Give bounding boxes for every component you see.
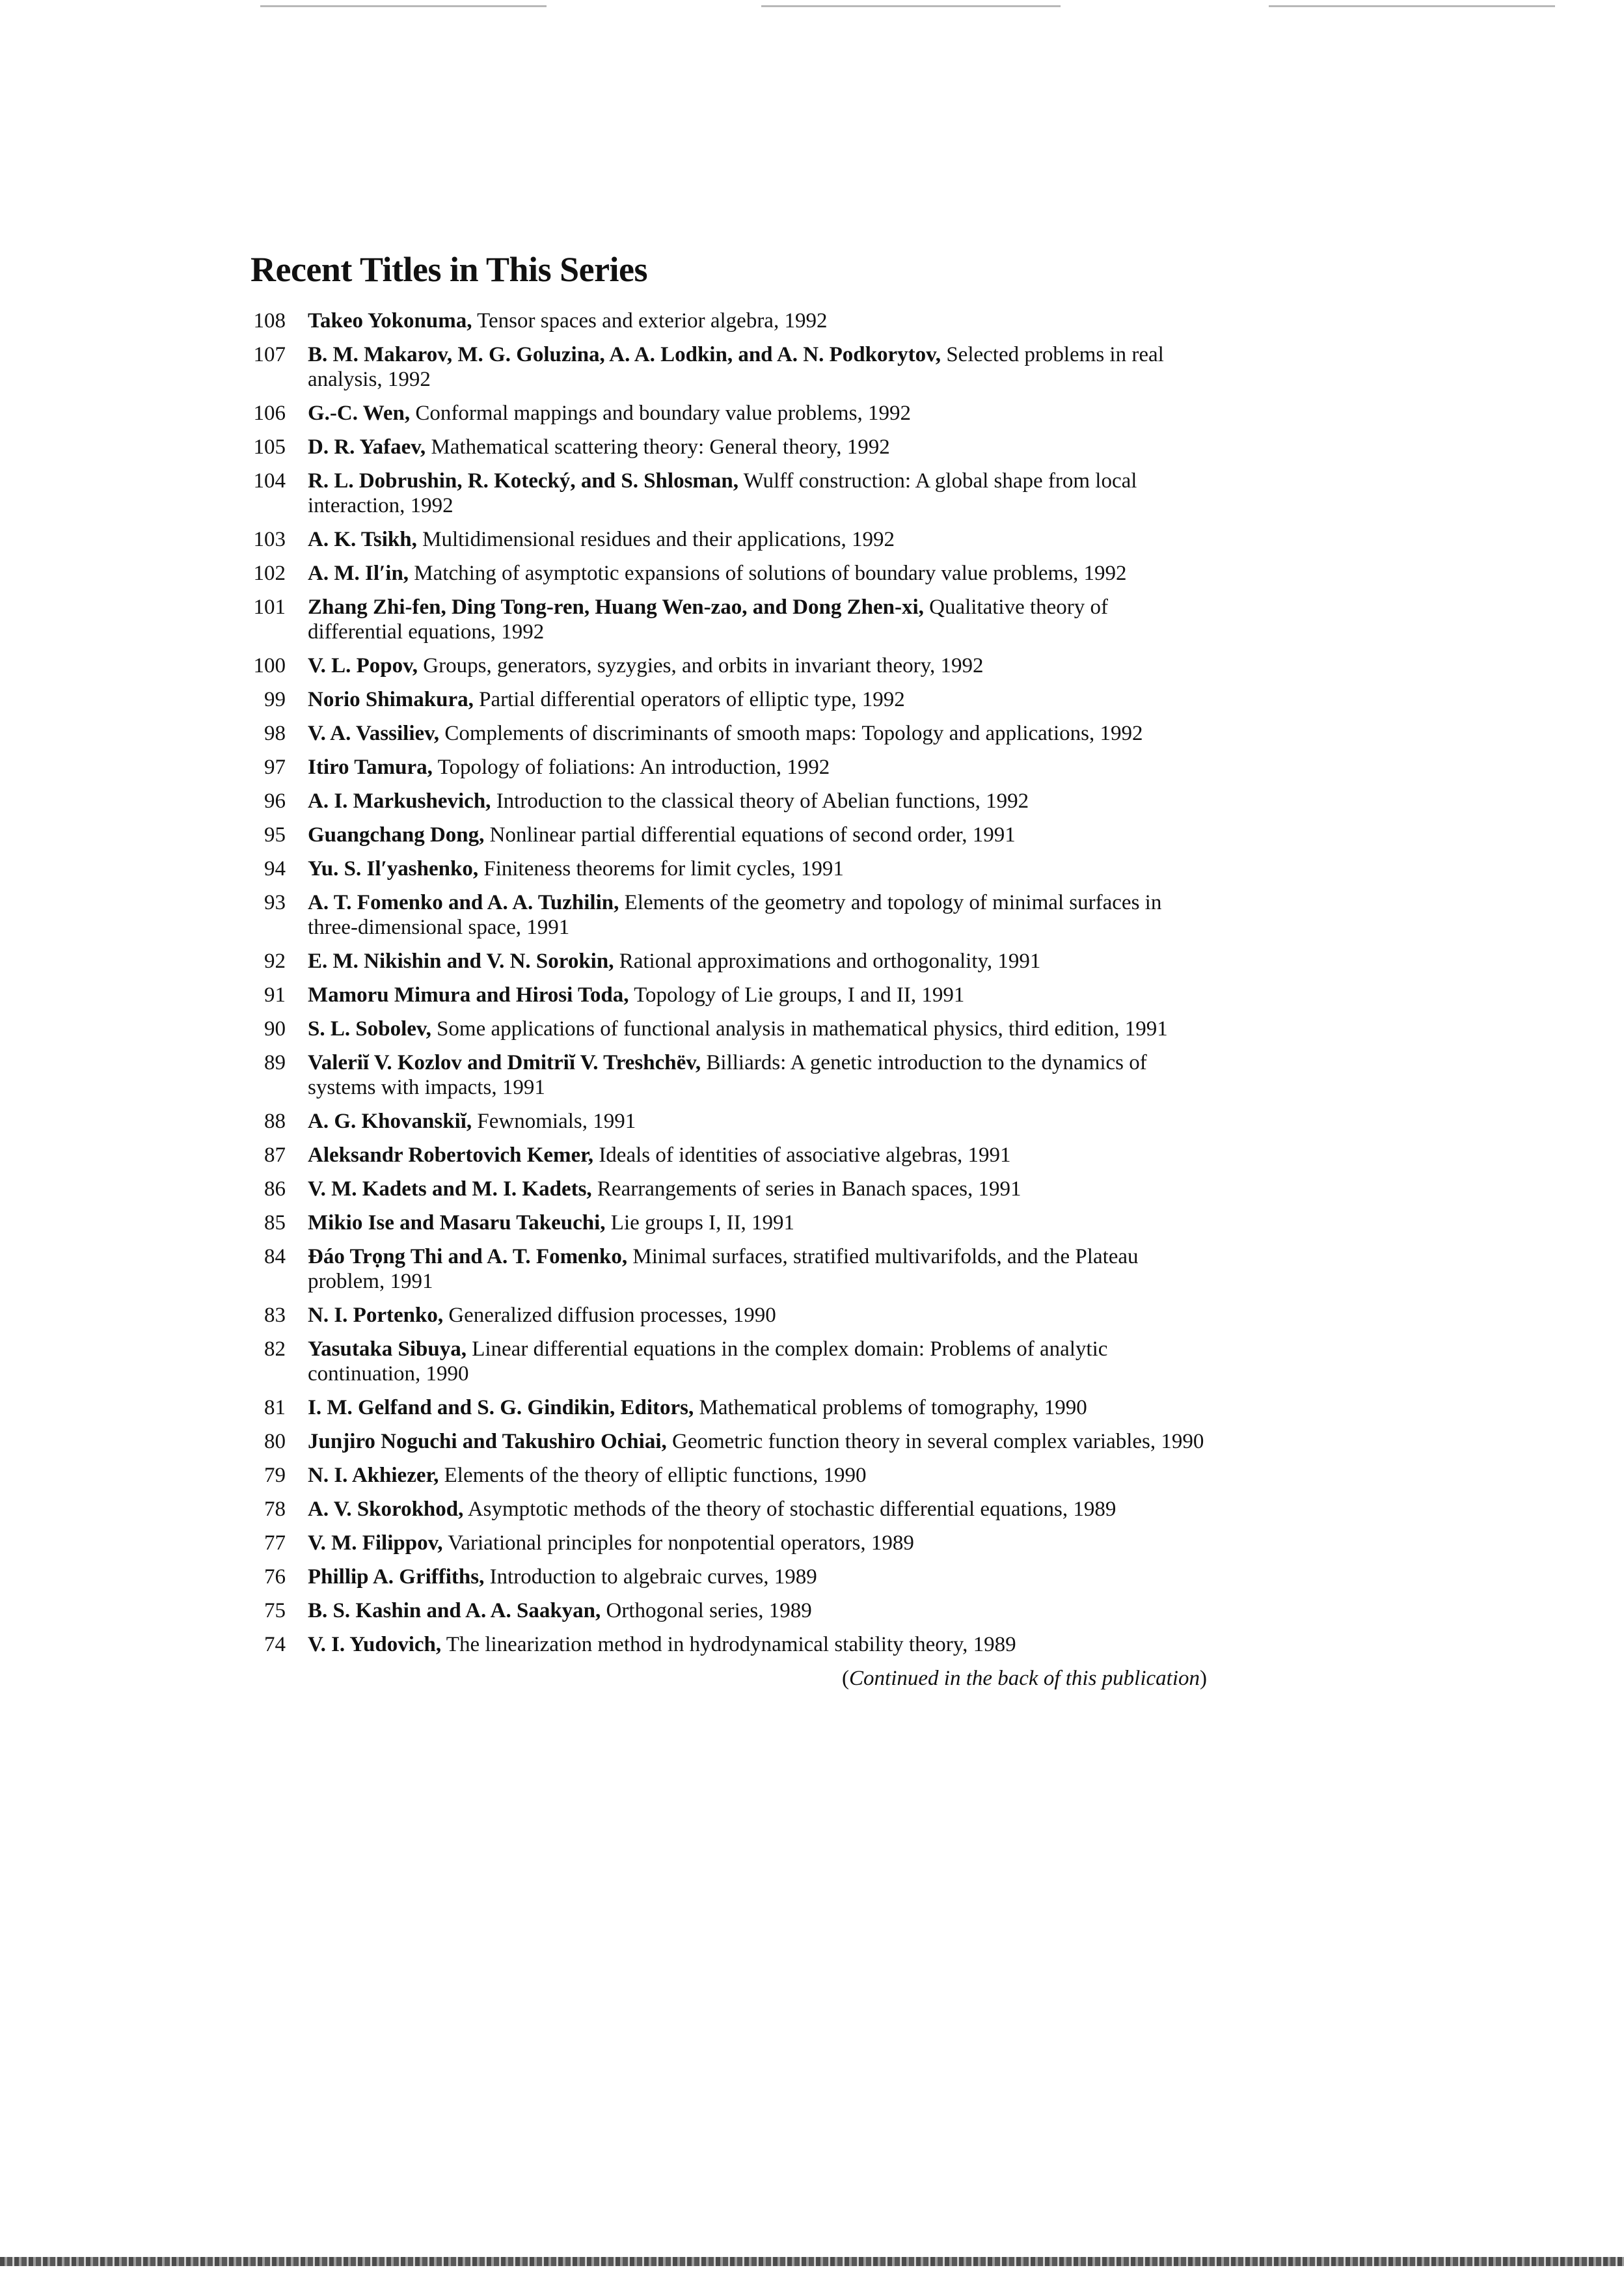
page-title: Recent Titles in This Series: [250, 250, 648, 289]
list-item: [250, 401, 1207, 426]
entry-authors: V. A. Vassiliev,: [308, 722, 440, 746]
bottom-scan-strip: [0, 2257, 1624, 2266]
list-item: [250, 342, 1207, 392]
entry-number: 82: [264, 1337, 286, 1361]
entry-number: 78: [264, 1497, 286, 1522]
entry-number: 89: [264, 1051, 286, 1075]
continued-note: (Continued in the back of this publication): [842, 1667, 1207, 1691]
list-item: [250, 595, 1207, 644]
entry-authors: E. M. Nikishin and V. N. Sorokin,: [308, 950, 614, 974]
entry-number: 103: [253, 528, 286, 552]
entry-authors: A. I. Markushevich,: [308, 789, 491, 813]
entry-title: Ideals of identities of associative algebras, 1991: [599, 1143, 1011, 1168]
top-scan-rule-right: [1269, 5, 1555, 7]
entry-title: Topology of Lie groups, I and II, 1991: [634, 983, 965, 1007]
list-item: [250, 469, 1207, 518]
list-item: [250, 653, 1207, 678]
entry-number: 99: [264, 688, 286, 712]
entry-title: Billiards: A genetic introduction to the dynamics of systems with impacts, 1991: [308, 1051, 1147, 1100]
entry-title: Matching of asymptotic expansions of solutions of boundary value problems, 1992: [414, 562, 1127, 586]
entry-authors: Norio Shimakura,: [308, 688, 474, 712]
list-item: [250, 1109, 1207, 1134]
entry-number: 102: [253, 562, 286, 586]
entry-number: 76: [264, 1565, 286, 1589]
entry-authors: Mamoru Mimura and Hirosi Toda,: [308, 983, 629, 1007]
entry-title: Qualitative theory of differential equations, 1992: [308, 595, 1109, 644]
entry-authors: Mikio Ise and Masaru Takeuchi,: [308, 1211, 606, 1235]
entry-title: Variational principles for nonpotential operators, 1989: [448, 1531, 914, 1555]
entry-number: 81: [264, 1396, 286, 1420]
list-item: [250, 1565, 1207, 1589]
entry-authors: V. L. Popov,: [308, 654, 418, 678]
entry-authors: A. G. Khovanskiĭ,: [308, 1110, 472, 1134]
entry-number: 97: [264, 756, 286, 780]
list-item: [250, 1497, 1207, 1522]
entry-authors: G.-C. Wen,: [308, 402, 411, 426]
list-item: [250, 1598, 1207, 1623]
entry-authors: Đáo Trọng Thi and A. T. Fomenko,: [308, 1245, 628, 1269]
top-scan-rule-left: [260, 5, 547, 7]
entry-number: 90: [264, 1017, 286, 1041]
continued-text: Continued in the back of this publication: [849, 1667, 1200, 1691]
entry-authors: Zhang Zhi-fen, Ding Tong-ren, Huang Wen-zao, and Dong Zhen-xi,: [308, 595, 924, 620]
entry-authors: I. M. Gelfand and S. G. Gindikin, Editors,: [308, 1396, 694, 1420]
entry-number: 94: [264, 857, 286, 881]
entry-number: 83: [264, 1304, 286, 1328]
list-item: [250, 1632, 1207, 1657]
entry-title: Nonlinear partial differential equations of second order, 1991: [489, 823, 1016, 847]
entry-number: 100: [253, 654, 286, 678]
entry-title: Orthogonal series, 1989: [606, 1599, 812, 1623]
entry-authors: S. L. Sobolev,: [308, 1017, 431, 1041]
list-item: [250, 308, 1207, 333]
entry-authors: Yu. S. Il′yashenko,: [308, 857, 479, 881]
entry-authors: R. L. Dobrushin, R. Kotecký, and S. Shlosman,: [308, 469, 738, 493]
entry-authors: Valeriĭ V. Kozlov and Dmitriĭ V. Treshchëv,: [308, 1051, 701, 1075]
entry-title: Elements of the theory of elliptic functions, 1990: [444, 1464, 867, 1488]
entry-number: 87: [264, 1143, 286, 1168]
list-item: [250, 1210, 1207, 1235]
list-item: [250, 823, 1207, 847]
entry-authors: B. S. Kashin and A. A. Saakyan,: [308, 1599, 601, 1623]
list-item: [250, 561, 1207, 586]
list-item: [250, 789, 1207, 813]
entry-title: Tensor spaces and exterior algebra, 1992: [477, 309, 828, 333]
entry-title: Finiteness theorems for limit cycles, 1991: [483, 857, 844, 881]
entry-title: Topology of foliations: An introduction, 1992: [437, 756, 830, 780]
entry-number: 91: [264, 983, 286, 1007]
entry-number: 85: [264, 1211, 286, 1235]
list-item: [250, 1017, 1207, 1041]
entry-authors: A. V. Skorokhod,: [308, 1497, 464, 1522]
entry-title: Some applications of functional analysis in mathematical physics, third edition, 1991: [437, 1017, 1168, 1041]
entry-title: Conformal mappings and boundary value problems, 1992: [415, 402, 911, 426]
entry-number: 84: [264, 1245, 286, 1269]
entry-number: 88: [264, 1110, 286, 1134]
entry-authors: N. I. Akhiezer,: [308, 1464, 439, 1488]
entry-authors: A. K. Tsikh,: [308, 528, 417, 552]
entry-authors: Aleksandr Robertovich Kemer,: [308, 1143, 594, 1168]
entry-title: Generalized diffusion processes, 1990: [448, 1304, 776, 1328]
entry-authors: V. M. Filippov,: [308, 1531, 443, 1555]
entry-title: The linearization method in hydrodynamical stability theory, 1989: [446, 1633, 1016, 1657]
entry-authors: D. R. Yafaev,: [308, 435, 426, 459]
entry-authors: Takeo Yokonuma,: [308, 309, 472, 333]
entry-title: Wulff construction: A global shape from local interaction, 1992: [308, 469, 1137, 518]
entry-number: 75: [264, 1599, 286, 1623]
entry-title: Rearrangements of series in Banach spaces, 1991: [597, 1177, 1022, 1201]
entry-title: Lie groups I, II, 1991: [610, 1211, 795, 1235]
list-item: [250, 721, 1207, 746]
list-item: [250, 1337, 1207, 1386]
entry-number: 104: [253, 469, 286, 493]
entry-title: Multidimensional residues and their applications, 1992: [422, 528, 895, 552]
entry-authors: B. M. Makarov, M. G. Goluzina, A. A. Lodkin, and A. N. Podkorytov,: [308, 343, 941, 367]
top-scan-rule-middle: [761, 5, 1061, 7]
entry-number: 98: [264, 722, 286, 746]
entry-authors: Itiro Tamura,: [308, 756, 433, 780]
list-item: [250, 949, 1207, 974]
list-item: [250, 435, 1207, 459]
entry-title: Asymptotic methods of the theory of stochastic differential equations, 1989: [467, 1497, 1116, 1522]
entry-number: 93: [264, 891, 286, 915]
entry-authors: A. T. Fomenko and A. A. Tuzhilin,: [308, 891, 619, 915]
entry-title: Fewnomials, 1991: [477, 1110, 636, 1134]
entry-authors: Phillip A. Griffiths,: [308, 1565, 485, 1589]
list-item: [250, 687, 1207, 712]
entry-number: 107: [253, 343, 286, 367]
entry-title: Introduction to algebraic curves, 1989: [489, 1565, 817, 1589]
entry-title: Introduction to the classical theory of Abelian functions, 1992: [496, 789, 1029, 813]
list-item: [250, 890, 1207, 940]
list-item: [250, 1531, 1207, 1555]
entry-title: Mathematical problems of tomography, 1990: [699, 1396, 1087, 1420]
entry-number: 79: [264, 1464, 286, 1488]
entry-authors: Junjiro Noguchi and Takushiro Ochiai,: [308, 1430, 667, 1454]
entry-title: Minimal surfaces, stratified multivarifolds, and the Plateau problem, 1991: [308, 1245, 1139, 1294]
list-item: [250, 755, 1207, 780]
entry-number: 108: [253, 309, 286, 333]
entry-authors: N. I. Portenko,: [308, 1304, 444, 1328]
entry-number: 86: [264, 1177, 286, 1201]
list-item: [250, 527, 1207, 552]
page-content: [250, 251, 1207, 1691]
entry-number: 80: [264, 1430, 286, 1454]
title-list: [250, 308, 1207, 1657]
entry-number: 105: [253, 435, 286, 459]
list-item: [250, 1429, 1207, 1454]
entry-title: Groups, generators, syzygies, and orbits in invariant theory, 1992: [423, 654, 984, 678]
entry-authors: Guangchang Dong,: [308, 823, 485, 847]
list-item: [250, 1303, 1207, 1328]
list-item: [250, 983, 1207, 1007]
entry-title: Elements of the geometry and topology of minimal surfaces in three-dimensional space, 1991: [308, 891, 1162, 940]
entry-authors: V. I. Yudovich,: [308, 1633, 442, 1657]
entry-number: 92: [264, 950, 286, 974]
list-item: [250, 1244, 1207, 1294]
entry-number: 96: [264, 789, 286, 813]
entry-title: Linear differential equations in the complex domain: Problems of analytic continuation, 1990: [308, 1337, 1108, 1386]
entry-number: 74: [264, 1633, 286, 1657]
entry-authors: V. M. Kadets and M. I. Kadets,: [308, 1177, 592, 1201]
entry-title: Partial differential operators of elliptic type, 1992: [479, 688, 905, 712]
list-item: [250, 1395, 1207, 1420]
entry-number: 106: [253, 402, 286, 426]
entry-number: 95: [264, 823, 286, 847]
list-item: [250, 1143, 1207, 1168]
entry-title: Geometric function theory in several complex variables, 1990: [672, 1430, 1204, 1454]
entry-title: Complements of discriminants of smooth maps: Topology and applications, 1992: [444, 722, 1143, 746]
entry-title: Mathematical scattering theory: General theory, 1992: [431, 435, 890, 459]
list-item: [250, 1177, 1207, 1201]
entry-authors: A. M. Il′in,: [308, 562, 409, 586]
entry-number: 101: [253, 595, 286, 620]
entry-number: 77: [264, 1531, 286, 1555]
list-item: [250, 1050, 1207, 1100]
list-item: [250, 856, 1207, 881]
entry-title: Rational approximations and orthogonality, 1991: [619, 950, 1041, 974]
list-item: [250, 1463, 1207, 1488]
entry-authors: Yasutaka Sibuya,: [308, 1337, 467, 1361]
entry-title: Selected problems in real analysis, 1992: [308, 343, 1164, 392]
